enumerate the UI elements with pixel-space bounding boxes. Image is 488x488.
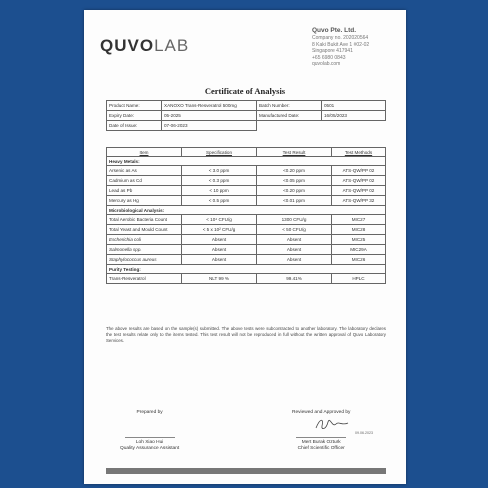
- item-cell: Cadmium as Cd: [107, 176, 182, 186]
- analysis-table: [106, 147, 386, 284]
- company-line: quvolab.com: [312, 61, 341, 67]
- result-cell: <0.20 ppm: [257, 186, 332, 196]
- table-row: [107, 255, 386, 265]
- spec-cell: < 5 x 10² CFU/g: [182, 225, 257, 235]
- table-row: [107, 176, 386, 186]
- company-name: Quvo Pte. Ltd.: [312, 27, 357, 34]
- prepared-by-block: [120, 410, 179, 453]
- signature-line: [296, 437, 346, 438]
- result-cell: <0.20 ppm: [257, 166, 332, 176]
- company-line: +65 6980 0843: [312, 54, 346, 61]
- item-cell: Mercury as Hg: [107, 196, 182, 206]
- table-row: [107, 215, 386, 225]
- method-cell: MIC25: [332, 235, 386, 245]
- signature-label: Prepared by: [136, 410, 163, 415]
- spec-cell: Absent: [182, 255, 257, 265]
- item-cell: Arsenic as As: [107, 166, 182, 176]
- empty-cell: [322, 121, 386, 131]
- disclaimer-note: The above results are based on the sample(s) submitted. The above tests were subcontracted to another laboratory. The laboratory declares the test results relate only to the items tested. This test result will not be reproduced in full without the written approval of Quvo Laboratory Services.: [106, 326, 386, 343]
- signatory-name: Mert Burak Ozturk: [301, 439, 341, 445]
- method-cell: ATS-QW/PP 02: [332, 166, 386, 176]
- spec-cell: NLT 99 %: [182, 274, 257, 284]
- document-title: Certificate of Analysis: [204, 86, 286, 96]
- footer-bar: [106, 468, 386, 474]
- company-details: [312, 27, 369, 68]
- item-cell: Staphylococcus aureus: [107, 255, 182, 265]
- spec-cell: Absent: [182, 245, 257, 255]
- table-row: [107, 245, 386, 255]
- company-line: 8 Kaki Bukit Ave 1 #02-02: [312, 41, 370, 48]
- product-info-table: [106, 100, 386, 131]
- spec-cell: Absent: [182, 235, 257, 245]
- empty-cell: [257, 121, 322, 131]
- table-row: [107, 196, 386, 206]
- company-line: Singapore 417941: [312, 48, 353, 54]
- method-cell: MIC29A: [332, 245, 386, 255]
- column-header: Specification: [182, 148, 257, 157]
- signatory-title: Quality Assurance Assistant: [120, 446, 180, 451]
- signature-line: [125, 437, 175, 438]
- section-title: Microbiological Analysis:: [107, 206, 386, 215]
- column-header: Test Methods: [332, 148, 386, 157]
- value-cell: 05-2025: [162, 111, 257, 121]
- approved-by-block: [292, 410, 350, 453]
- spec-cell: < 10 ppm: [182, 186, 257, 196]
- item-cell: Salmonella spp.: [107, 245, 182, 255]
- label-cell: Expiry Date:: [107, 111, 162, 121]
- result-cell: Absent: [257, 235, 332, 245]
- spec-cell: < 0.3 ppm: [182, 176, 257, 186]
- result-cell: <0.01 ppm: [257, 196, 332, 206]
- method-cell: ATS-QW/PP 02: [332, 186, 386, 196]
- result-cell: Absent: [257, 255, 332, 265]
- spec-cell: < 0.5 ppm: [182, 196, 257, 206]
- signatory-name: Loh Xiao Hui: [135, 439, 164, 445]
- method-cell: MIC27: [332, 215, 386, 225]
- certificate-page: [84, 10, 406, 484]
- method-cell: HPLC: [332, 274, 386, 284]
- signature-label: Reviewed and Approved by: [292, 410, 351, 415]
- method-cell: ATS-QW/PP 32: [332, 196, 386, 206]
- table-row: [107, 166, 386, 176]
- result-cell: 99.41%: [257, 274, 332, 284]
- section-title: Purity Testing:: [107, 265, 386, 274]
- value-cell: 16/05/2023: [322, 111, 386, 121]
- table-row: [107, 225, 386, 235]
- section-row: [107, 157, 386, 166]
- label-cell: Batch Number:: [257, 101, 322, 111]
- label-cell: Manufactured Date:: [257, 111, 322, 121]
- table-row: [107, 274, 386, 284]
- item-cell: Escherichia coli: [107, 235, 182, 245]
- label-cell: Date of Issue:: [107, 121, 162, 131]
- header-row: [107, 148, 386, 157]
- label-cell: Product Name:: [107, 101, 162, 111]
- method-cell: MIC26: [332, 255, 386, 265]
- item-cell: Total Yeast and Mould Count: [107, 225, 182, 235]
- approval-date: 09.06.2023: [355, 431, 373, 435]
- column-header: Test Result: [257, 148, 332, 157]
- section-title: Heavy Metals:: [107, 157, 386, 166]
- method-cell: ATS-QW/PP 02: [332, 176, 386, 186]
- result-cell: <0.05 ppm: [257, 176, 332, 186]
- result-cell: 1300 CFU/g: [257, 215, 332, 225]
- table-row: [107, 111, 386, 121]
- item-cell: Total Aerobic Bacteria Count: [107, 215, 182, 225]
- signatory-title: Chief Scientific Officer: [297, 446, 345, 451]
- spec-cell: < 3.0 ppm: [182, 166, 257, 176]
- spec-cell: < 10⁴ CFU/g: [182, 215, 257, 225]
- item-cell: Trans-Resveratrol: [107, 274, 182, 284]
- method-cell: MIC28: [332, 225, 386, 235]
- table-row: [107, 121, 386, 131]
- item-cell: Lead as Pb: [107, 186, 182, 196]
- table-row: [107, 186, 386, 196]
- table-row: [107, 235, 386, 245]
- column-header: Item: [107, 148, 182, 157]
- section-row: [107, 265, 386, 274]
- value-cell: 07-06-2023: [162, 121, 257, 131]
- value-cell: XANOXO Trans-Resveratrol 500mg: [162, 101, 257, 111]
- value-cell: 0501: [322, 101, 386, 111]
- quvolab-logo: QUVOLAB: [100, 36, 190, 55]
- result-cell: Absent: [257, 245, 332, 255]
- company-line: Company no. 202020564: [312, 35, 369, 41]
- section-row: [107, 206, 386, 215]
- result-cell: < 50 CFU/g: [257, 225, 332, 235]
- table-row: [107, 101, 386, 111]
